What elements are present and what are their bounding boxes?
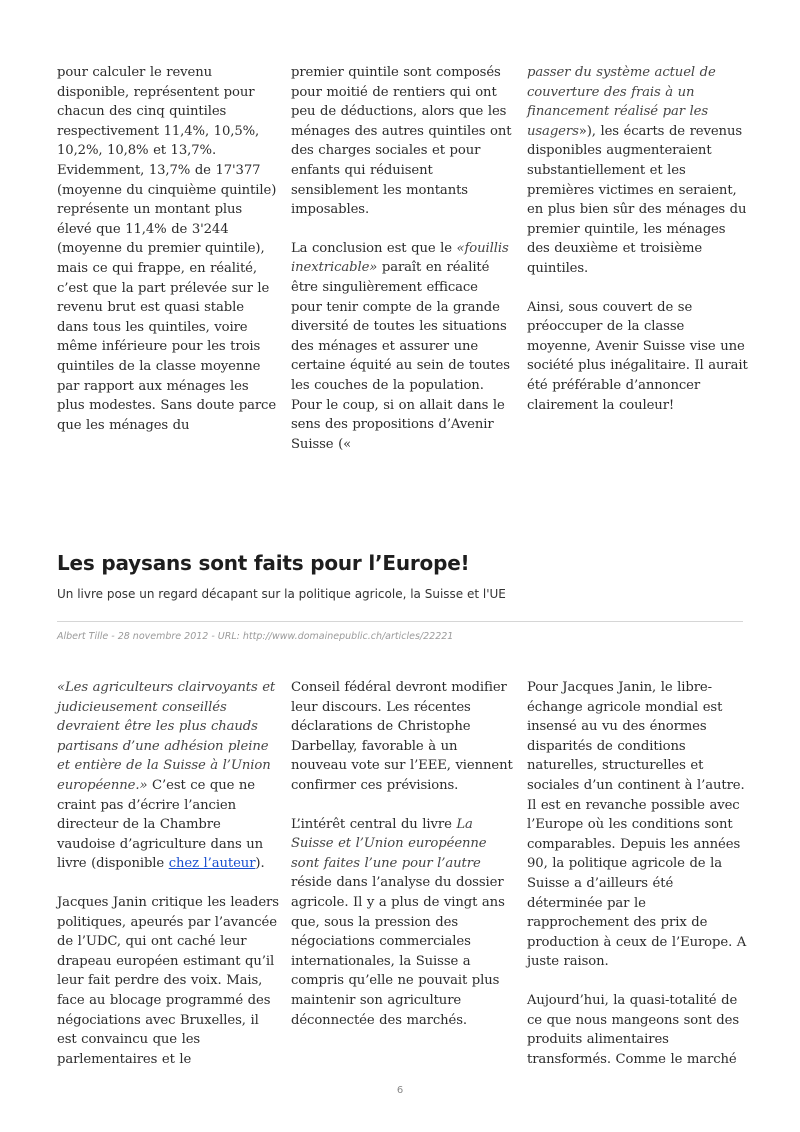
book-title: La Suisse et l’Union européenne sont faites l’une pour l’autre [291,816,487,871]
article-byline: Albert Tille - 28 novembre 2012 - URL: http://www.domainepublic.ch/articles/22221 [57,631,454,642]
paragraph: Jacques Janin critique les leaders politiques, apeurés par l’avancée de l’UDC, qui ont caché leur drapeau européen estimant qu’il leur fait perdre des voix. Mais, face au blocage programmé des négociations avec Bruxelles, il est convaincu que les parlementaires et le [57,894,279,1067]
paragraph: Ainsi, sous couvert de se préoccuper de la classe moyenne, Avenir Suisse vise une société plus inégalitaire. Il aurait été préférable d’annoncer clairement la couleur! [527,299,748,413]
text-run: »), les écarts de revenus disponibles augmenteraient substantiellement et les premières victimes en seraient, en plus bien sûr des ménages du premier quintile, les ménages des deuxième et troisième quintiles. [527,123,747,276]
paragraph: Conseil fédéral devront modifier leur discours. Les récentes déclarations de Christophe Darbellay, favorable à un nouveau vote sur l’EEE, viennent confirmer ces prévisions. [291,680,513,793]
paragraph: Pour Jacques Janin, le libre-échange agricole mondial est insensé au vu des énormes disparités de conditions naturelles, structurelles et sociales d’un continent à l’autre. Il est en revanche possible avec l’Europe où les conditions sont comparables. Depuis les années 90, la politique agricole de la Suisse a d’ailleurs été déterminée par le rapprochement des prix de production à ceux de l’Europe. A juste raison. [527,680,747,970]
text-run: L’intérêt central du livre [291,816,457,832]
article-subtitle: Un livre pose un regard décapant sur la politique agricole, la Suisse et l'UE [57,587,506,601]
text-run: réside dans l’analyse du dossier agricole. Il y a plus de vingt ans que, sous la pression des négociations commerciales internationales, la Suisse a compris qu’elle ne pouvait plus maintenir son agriculture déconnectée des marchés. [291,875,505,1028]
prev-article-column-1 [57,63,279,435]
header-divider [57,621,743,622]
article-column-1 [57,678,279,1069]
text-run: ). [255,856,265,872]
text-run: C’est ce que ne craint pas d’écrire l’ancien directeur de la Chambre vaudoise d’agriculture dans un livre (disponible [57,777,264,872]
paragraph [57,678,279,874]
page-number: 6 [396,1085,404,1096]
quote-text: «Les agriculteurs clairvoyants et judicieusement conseillés devraient être les plus chauds partisans d’une adhésion pleine et entière de la Suisse à l’Union européenne.» [57,680,276,793]
quote-text: passer du système actuel de couverture des frais à un financement réalisé par les usagers [527,65,716,139]
paragraph [291,239,513,455]
article-column-2 [291,678,513,1030]
article-column-3 [527,678,749,1069]
text-run: paraît en réalité être singulièrement efficace pour tenir compte de la grande diversité de toutes les situations des ménages et assurer une certaine équité au sein de toutes les couches de la population. Pour le coup, si on allait dans le sens des propositions d’Avenir Suisse (« [291,260,510,452]
paragraph: pour calculer le revenu disponible, représentent pour chacun des cinq quintiles respectivement 11,4%, 10,5%, 10,2%, 10,8% et 13,7%. Evidemment, 13,7% de 17'377 (moyenne du cinquième quintile) représente un montant plus élevé que 11,4% de 3'244 (moyenne du premier quintile), mais ce qui frappe, en réalité, c’est que la part prélevée sur le revenu brut est quasi stable dans tous les quintiles, voire même inférieure pour les trois quintiles de la classe moyenne par rapport aux ménages les plus modestes. Sans doute parce que les ménages du [57,65,277,433]
paragraph [527,63,749,279]
author-link[interactable]: chez l’auteur [168,856,256,872]
prev-article-column-3 [527,63,749,415]
paragraph [291,815,513,1031]
paragraph: Aujourd’hui, la quasi-totalité de ce que nous mangeons sont des produits alimentaires transformés. Comme le marché [527,992,740,1067]
text-run: La conclusion est que le [291,240,457,256]
paragraph: premier quintile sont composés pour moitié de rentiers qui ont peu de déductions, alors que les ménages des autres quintiles ont des charges sociales et pour enfants qui réduisent sensiblement les montants imposables. [291,65,512,218]
article-title: Les paysans sont faits pour l’Europe! [57,551,470,575]
prev-article-column-2 [291,63,513,454]
quote-text: «fouillis inextricable» [291,240,509,276]
